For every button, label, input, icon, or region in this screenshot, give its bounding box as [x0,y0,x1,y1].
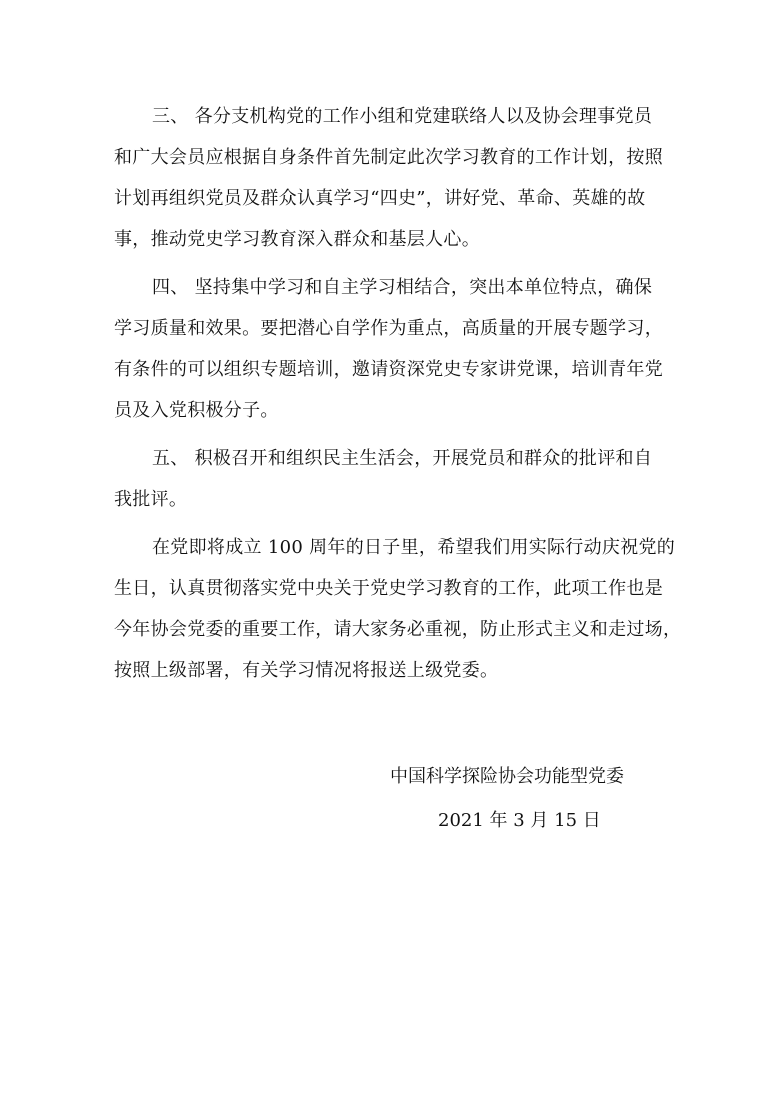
text-line: 计划再组织党员及群众认真学习“四史”，讲好党、革命、英雄的故 [114,188,646,209]
paragraph-item-five [114,438,674,520]
text-line: 四、 坚持集中学习和自主学习相结合，突出本单位特点，确保 [152,277,653,298]
text-line: 学习质量和效果。要把潜心自学作为重点，高质量的开展专题学习， [114,318,663,339]
text-line: 生日，认真贯彻落实党中央关于党史学习教育的工作，此项工作也是 [114,578,663,599]
text-line: 员及入党积极分子。 [114,400,279,421]
text-line: 有条件的可以组织专题培训，邀请资深党史专家讲党课，培训青年党 [114,359,663,380]
text-line: 五、 积极召开和组织民主生活会，开展党员和群众的批评和自 [152,448,653,469]
text-line: 我批评。 [114,489,188,510]
text-line: 和广大会员应根据自身条件首先制定此次学习教育的工作计划，按照 [114,147,663,168]
paragraph-item-three [114,96,674,260]
text-line: 今年协会党委的重要工作，请大家务必重视，防止形式主义和走过场， [114,619,682,640]
document-body [114,96,682,698]
text-line: 三、 各分支机构党的工作小组和党建联络人以及协会理事党员 [152,106,653,127]
text-line: 事，推动党史学习教育深入群众和基层人心。 [114,229,480,250]
signature-date: 2021 年 3 月 15 日 [438,810,601,831]
paragraph-item-four [114,267,674,431]
paragraph-closing [114,527,682,691]
text-line: 按照上级部署，有关学习情况将报送上级党委。 [114,660,499,681]
text-line: 在党即将成立 100 周年的日子里，希望我们用实际行动庆祝党的 [152,537,676,558]
signature-organization: 中国科学探险协会功能型党委 [390,766,624,787]
